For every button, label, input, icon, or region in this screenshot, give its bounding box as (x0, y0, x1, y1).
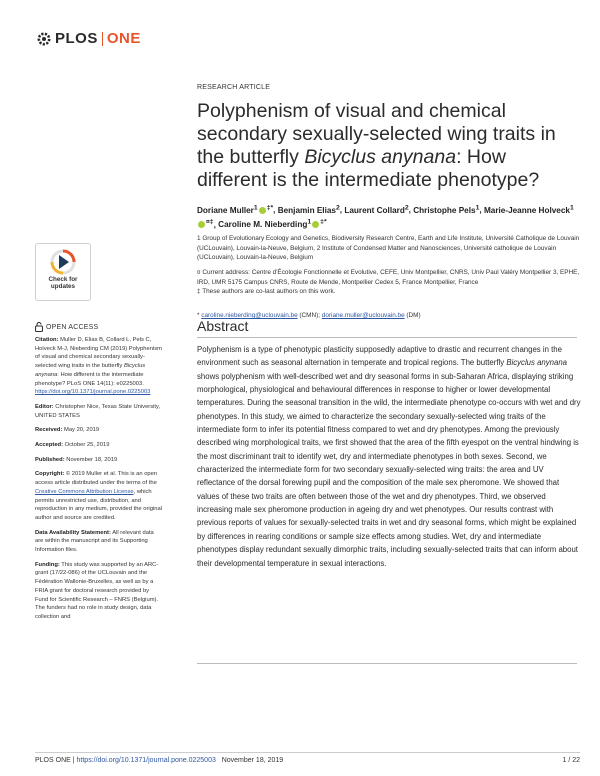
citation-text-2: : How different is the intermediate phenotype? PLoS ONE 14(11): e0225003. (35, 371, 144, 387)
funding-block (35, 561, 163, 622)
orcid-icon[interactable] (259, 207, 266, 214)
author-marks: ¤‡ (206, 218, 214, 226)
check-updates-line2: updates (50, 283, 76, 290)
accepted-label: Accepted: (35, 442, 64, 449)
author-separator: , (408, 205, 414, 215)
logo-plos-text: PLOS (55, 30, 98, 47)
citation-doi-link[interactable]: https://doi.org/10.1371/journal.pone.0225003 (35, 389, 151, 396)
author-marks: ‡* (266, 204, 274, 211)
published-date: November 18, 2019 (64, 456, 118, 463)
author-entry[interactable] (278, 206, 340, 215)
plos-gear-icon (36, 31, 52, 47)
received-date: May 20, 2019 (62, 427, 100, 434)
abstract-bottom-divider (197, 663, 577, 664)
logo-one-text: ONE (106, 30, 141, 47)
footer-citation (35, 757, 283, 764)
plos-one-logo[interactable] (36, 30, 141, 47)
author-name: Christophe Pels (413, 205, 476, 215)
copyright-block (35, 470, 163, 522)
title-species: Bicyclus anynana (304, 146, 457, 168)
check-for-updates-button[interactable] (35, 243, 91, 301)
data-availability-text: All relevant data are within the manuscript and its Supporting Information files. (35, 529, 154, 554)
citation-text: Muller D, Elias B, Collard L, Pels C, Holveck M-J, Nieberding CM (2019) Polyphenism of visual and chemical secondary sexually-selected wing traits in the butterfly (35, 337, 162, 370)
author-separator: , (479, 205, 484, 215)
email-tag-dm: (DM) (404, 312, 421, 319)
abstract-divider (197, 337, 577, 338)
check-updates-label (48, 276, 77, 290)
email-link-cmn[interactable]: caroline.nieberding@uclouvain.be (201, 312, 298, 319)
open-lock-icon (35, 322, 43, 332)
check-updates-icon (50, 249, 76, 275)
author-name: Marie-Jeanne Holveck (483, 205, 570, 215)
footer-doi-link[interactable]: https://doi.org/10.1371/journal.pone.0225003 (76, 757, 216, 764)
author-affiliation-number: 2 (404, 204, 409, 211)
citation-species: Bicyclus anynana (35, 363, 146, 378)
accepted-date: October 25, 2019 (63, 442, 110, 449)
footer-divider (35, 752, 580, 753)
citation-block (35, 336, 163, 397)
author-separator: , (273, 205, 278, 215)
copyright-label: Copyright: (35, 471, 65, 478)
data-availability-block (35, 529, 163, 555)
article-type: RESEARCH ARTICLE (197, 84, 271, 91)
published-block (35, 456, 163, 465)
co-last-note: ‡ These authors are co-last authors on this work. (197, 288, 336, 295)
check-updates-line1: Check for (48, 276, 78, 283)
author-affiliation-number: 1 (475, 204, 480, 211)
abstract-text (197, 343, 581, 570)
author-name: Benjamin Elias (277, 205, 336, 215)
author-affiliation-number: 2 (335, 204, 340, 211)
abstract-heading: Abstract (197, 318, 249, 334)
article-metadata-sidebar (35, 336, 163, 628)
data-availability-label: Data Availability Statement: (35, 529, 111, 536)
article-title (197, 100, 577, 192)
author-affiliation-number: 1 (253, 204, 258, 211)
abstract-species: Bicyclus anynana (506, 358, 567, 368)
email-marker: * (197, 312, 202, 319)
page-footer (35, 757, 580, 764)
author-list (197, 202, 582, 231)
page-number: 1 / 22 (562, 757, 580, 764)
current-address: ¤ Current address: Centre d'Écologie Fonctionnelle et Evolutive, CEFE, Univ Montpellier, CNRS, Univ Paul Valéry Montpellier 3, EPHE, IRD, UMR 5175 Campus CNRS, Route de Mende, Montpellier Cedex 5, France Montpellier, France (197, 269, 580, 286)
orcid-icon[interactable] (198, 221, 205, 228)
author-marks: ‡* (320, 218, 327, 226)
footer-date: November 18, 2019 (215, 757, 284, 764)
editor-label: Editor: (35, 403, 54, 410)
abstract-part2: shows polyphenism with well-described wet and dry seasonal forms in sub-Saharan Africa, displaying striking morphological, physiological and behavioural differences in response to higher or lower developmental temperatures. During the seasonal transition in the wild, the intermediate phenotype co-occurs with wet and dry phenotypes. In this study, we aimed to characterize the secondary sexually-selected wing traits of the intermediate form to infer its potential fitness compared to wet and dry phenotypes. Among the previously described wing morphological traits, we first showed that the area of the fifth eyespot on the ventral hindwing is the most discriminant trait to identify wet, dry and intermediate phenotypes in both sexes. Second, we characterized the intermediate form for two secondary sexually-selected wing traits: the area and UV reflectance of the dorsal forewing pupil and the composition of the male sex pheromone. We showed that values of these two traits are often between those of the wet and dry phenotypes. Third, we observed increasing male sex pheromone production in ageing dry and wet phenotypes. Our results contrast with previous reports of values for sexually-selected traits in wet and dry seasonal forms, which might be explained by differences in rearing conditions or sample size effects among studies. Wet, dry and intermediate phenotypes display redundant sexually dimorphic traits, including sexually-selected traits that can inform about their developmental temperature in sexual interactions. (197, 371, 581, 568)
open-access-label: OPEN ACCESS (46, 323, 99, 331)
copyright-text-2: , which permits unrestricted use, distribution, and reproduction in any medium, provided the original author and source are credited. (35, 488, 162, 521)
copyright-text: © 2019 Muller et al. This is an open access article distributed under the terms of the (35, 471, 158, 487)
author-separator: , (213, 220, 219, 230)
editor-block (35, 403, 163, 420)
author-name: Caroline M. Nieberding (218, 220, 308, 230)
current-address-block (197, 268, 582, 297)
email-link-dm[interactable]: doriane.muller@uclouvain.be (321, 312, 405, 319)
citation-label: Citation: (35, 337, 59, 343)
author-affiliation-number: 1 (307, 218, 312, 226)
title-part2: : How different is the intermediate phenotype? (197, 146, 540, 191)
open-access-badge (35, 322, 98, 332)
author-name: Doriane Muller (197, 205, 254, 215)
footer-journal: PLOS ONE (35, 757, 71, 764)
received-label: Received: (35, 427, 63, 434)
orcid-icon[interactable] (312, 221, 319, 228)
author-entry[interactable] (197, 206, 273, 215)
affiliations: 1 Group of Evolutionary Ecology and Genetics, Biodiversity Research Centre, Earth and Life Institute, Université Catholique de Louvain (UCLouvain), Louvain-la-Neuve, Belgium, 2 Institute of Condensed Matter and Nanosciences, Université catholique de Louvain (UCLouvain), Louvain-la-Neuve, Belgium (197, 235, 580, 261)
accepted-block (35, 441, 163, 450)
author-entry[interactable] (218, 220, 326, 229)
abstract-part1: Polyphenism is a type of phenotypic plasticity supposedly adaptive to drastic and recurrent changes in the environment such as seasonal alternation in temperate and tropical regions. The butterfly (197, 345, 562, 368)
editor-text: Christopher Nice, Texas State University, UNITED STATES (35, 403, 161, 419)
footer-separator: | (70, 757, 77, 764)
author-separator: , (339, 205, 345, 215)
author-entry[interactable] (413, 206, 479, 215)
logo-divider (102, 32, 103, 46)
title-part1: Polyphenism of visual and chemical secondary sexually-selected wing traits in the butterfly (197, 100, 556, 168)
published-label: Published: (35, 456, 65, 463)
funding-label: Funding: (35, 561, 60, 568)
funding-text: This study was supported by an ARC-grant (17/22-086) of the UCLouvain and the Fédération Wallonie-Bruxelles, as well as by a FRIA grant for doctoral research provided by Fund for Scientific Research – FNRS (Belgium). The funders had no role in study design, data collection and (35, 561, 159, 620)
author-affiliation-number: 1 (569, 204, 574, 211)
author-entry[interactable] (344, 206, 408, 215)
received-block (35, 426, 163, 435)
corresponding-emails (197, 311, 582, 320)
author-name: Laurent Collard (344, 205, 405, 215)
email-tag-cmn: (CMN); (297, 312, 322, 319)
license-link[interactable]: Creative Commons Attribution License (35, 488, 134, 495)
